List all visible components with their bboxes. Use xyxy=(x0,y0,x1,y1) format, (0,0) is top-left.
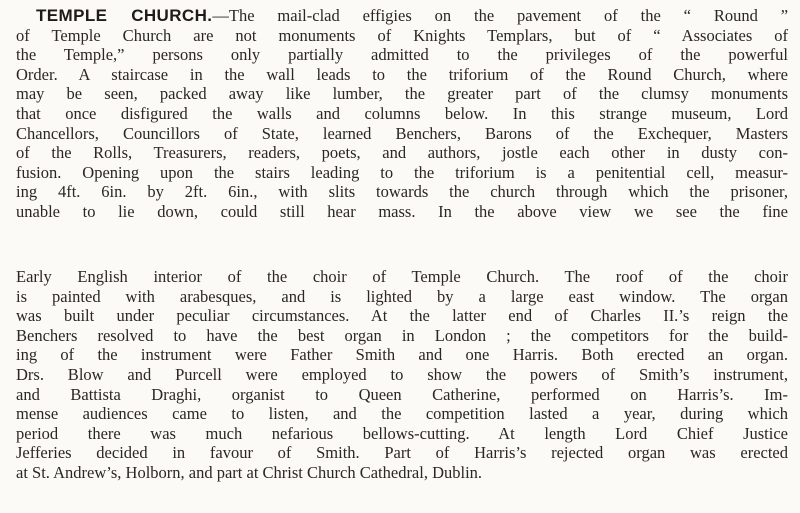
paragraph-line: Drs. Blow and Purcell were employed to show the powers of Smith’s instrument, xyxy=(16,364,788,384)
paragraph-line-text: —The mail-clad effigies on the pavement of the “ Round ” xyxy=(212,6,789,25)
paragraph-line xyxy=(16,6,788,26)
paragraph-line: at St. Andrew’s, Holborn, and part at Christ Church Cathedral, Dublin. xyxy=(16,462,483,482)
article-heading: TEMPLE CHURCH. xyxy=(36,6,213,25)
paragraph-line: unable to lie down, could still hear mass. In the above view we see the fine xyxy=(16,201,788,221)
paragraph-line: Early English interior of the choir of Temple Church. The roof of the choir xyxy=(16,267,788,286)
paragraph-line: Order. A staircase in the wall leads to the triforium of the Round Church, where xyxy=(16,64,788,84)
paragraph-line: was built under peculiar circumstances. At the latter end of Charles II.’s reign the xyxy=(16,306,788,326)
paragraph-line: mense audiences came to listen, and the competition lasted a year, during which xyxy=(16,404,788,424)
paragraph-temple-church xyxy=(16,6,788,222)
paragraph-line: and Battista Draghi, organist to Queen Catherine, performed on Harris’s. Im- xyxy=(16,384,788,404)
paragraph-line: period there was much nefarious bellows-cutting. At length Lord Chief Justice xyxy=(16,423,788,443)
paragraph-line: of Temple Church are not monuments of Knights Templars, but of “ Associates of xyxy=(16,25,788,45)
paragraph-line: the Temple,” persons only partially admitted to the privileges of the powerful xyxy=(16,45,788,65)
paragraph-line: of the Rolls, Treasurers, readers, poets, and authors, jostle each other in dusty con- xyxy=(16,143,788,163)
paragraph-line: ing 4ft. 6in. by 2ft. 6in., with slits towards the church through which the prisoner, xyxy=(16,182,788,202)
paragraph-line: Chancellors, Councillors of State, learned Benchers, Barons of the Exchequer, Masters xyxy=(16,123,788,143)
paragraph-line: ing of the instrument were Father Smith and one Harris. Both erected an organ. xyxy=(16,345,788,365)
paragraph-line: that once disfigured the walls and columns below. In this strange museum, Lord xyxy=(16,103,788,123)
paragraph-line: fusion. Opening upon the stairs leading to the triforium is a penitential cell, measur- xyxy=(16,162,788,182)
paragraph-line: Jefferies decided in favour of Smith. Part of Harris’s rejected organ was erected xyxy=(16,443,788,463)
paragraph-line: is painted with arabesques, and is lighted by a large east window. The organ xyxy=(16,286,788,306)
paragraph-organ xyxy=(16,267,788,483)
paragraph-line: may be seen, packed away like lumber, the greater part of the clumsy monuments xyxy=(16,84,788,104)
paragraph-line: Benchers resolved to have the best organ in London ; the competitors for the build- xyxy=(16,325,788,345)
